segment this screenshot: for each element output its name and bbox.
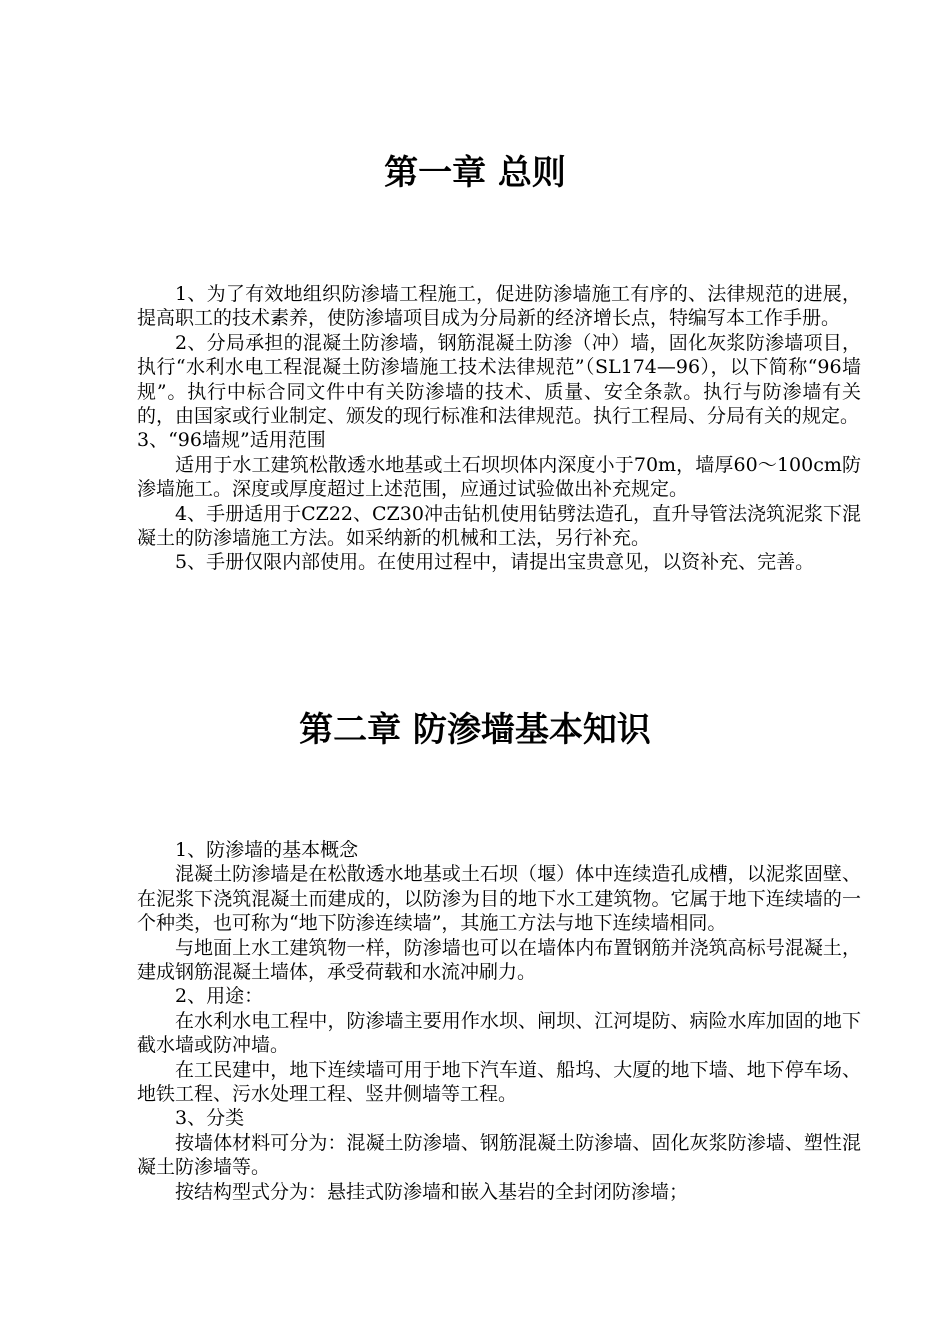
chapter-2-title: 第二章 防渗墙基本知识 bbox=[299, 710, 651, 750]
chapter-2-body bbox=[137, 838, 861, 1204]
ch1-paragraph-2: 2、分局承担的混凝土防渗墙，钢筋混凝土防渗（冲）墙，固化灰浆防渗墙项目，执行“水利水电工程混凝土防渗墙施工技术法律规范”（SL174—96），以下简称“96墙规”。执行中标合同文件中有关防渗墙的技术、质量、安全条款。执行与防渗墙有关的，由国家或行业制定、颁发的现行标准和法律规范。执行工程局、分局有关的规定。 bbox=[137, 331, 861, 428]
ch1-paragraph-6: 5、手册仅限内部使用。在使用过程中，请提出宝贵意见，以资补充、完善。 bbox=[175, 551, 815, 574]
ch2-paragraph-5: 在水利水电工程中，防渗墙主要用作水坝、闸坝、江河堤防、病险水库加固的地下截水墙或防冲墙。 bbox=[137, 1009, 861, 1057]
chapter-1-title: 第一章 总则 bbox=[384, 153, 566, 193]
chapter-1-body bbox=[137, 282, 861, 575]
ch2-paragraph-4: 2、用途： bbox=[175, 985, 264, 1008]
ch2-paragraph-1: 1、防渗墙的基本概念 bbox=[175, 839, 359, 861]
ch2-paragraph-7: 3、分类 bbox=[175, 1107, 245, 1130]
ch1-paragraph-1: 1、为了有效地组织防渗墙工程施工，促进防渗墙施工有序的、法律规范的进展，提高职工的技术素养，使防渗墙项目成为分局新的经济增长点，特编写本工作手册。 bbox=[137, 283, 861, 330]
ch2-paragraph-3: 与地面上水工建筑物一样，防渗墙也可以在墙体内布置钢筋并浇筑高标号混凝土，建成钢筋混凝土墙体，承受荷载和水流冲刷力。 bbox=[137, 936, 861, 984]
ch2-paragraph-8: 按墙体材料可分为：混凝土防渗墙、钢筋混凝土防渗墙、固化灰浆防渗墙、塑性混凝土防渗墙等。 bbox=[137, 1131, 861, 1179]
ch1-paragraph-5: 4、手册适用于CZ22、CZ30冲击钻机使用钻劈法造孔，直升导管法浇筑泥浆下混凝土的防渗墙施工方法。如采纳新的机械和工法，另行补充。 bbox=[137, 502, 861, 550]
ch2-paragraph-2: 混凝土防渗墙是在松散透水地基或土石坝（堰）体中连续造孔成槽，以泥浆固壁、在泥浆下浇筑混凝土而建成的，以防渗为目的地下水工建筑物。它属于地下连续墙的一个种类，也可称为“地下防渗连续墙”，其施工方法与地下连续墙相同。 bbox=[137, 863, 861, 935]
ch1-paragraph-3: 3、“96墙规”适用范围 bbox=[137, 429, 326, 452]
ch2-paragraph-6: 在工民建中，地下连续墙可用于地下汽车道、船坞、大厦的地下墙、地下停车场、地铁工程、污水处理工程、竖井侧墙等工程。 bbox=[137, 1058, 861, 1106]
ch1-paragraph-4: 适用于水工建筑松散透水地基或土石坝坝体内深度小于70m，墙厚60～100cm防渗墙施工。深度或厚度超过上述范围，应通过试验做出补充规定。 bbox=[137, 453, 861, 501]
ch2-paragraph-9: 按结构型式分为：悬挂式防渗墙和嵌入基岩的全封闭防渗墙； bbox=[175, 1180, 689, 1203]
